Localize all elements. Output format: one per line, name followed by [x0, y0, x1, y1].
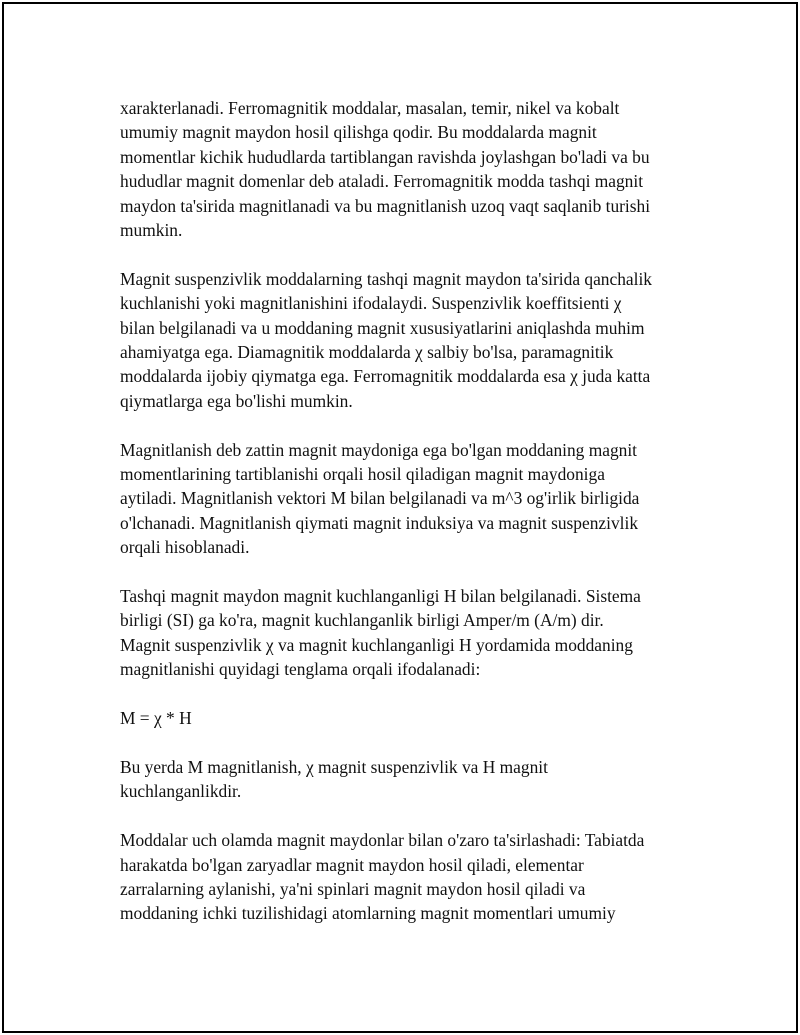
document-body — [120, 96, 700, 950]
paragraph-equation-explanation: Bu yerda M magnitlanish, χ magnit suspenzivlik va H magnit kuchlanganlikdir. — [120, 756, 548, 802]
page-frame — [2, 2, 798, 1033]
paragraph-magnetization: Magnitlanish deb zattin magnit maydoniga ega bo'lgan moddaning magnit momentlarining tartiblanishi orqali hosil qiladigan magnit maydoniga aytiladi. Magnitlanish vektori M bilan belgilanadi va m^3 og'irlik birligida o'lchanadi. Magnitlanish qiymati magnit induksiya va magnit suspenzivlik orqali hisoblanadi. — [120, 439, 640, 558]
paragraph-interaction: Moddalar uch olamda magnit maydonlar bilan o'zaro ta'sirlashadi: Tabiatda harakatda bo'lgan zaryadlar magnit maydon hosil qiladi, elementar zarralarning aylanishi, ya'ni spinlari magnit maydon hosil qiladi va moddaning ichki tuzilishidagi atomlarning magnit momentlari umumiy — [120, 830, 645, 924]
equation: M = χ * H — [120, 708, 192, 729]
paragraph-field-strength: Tashqi magnit maydon magnit kuchlanganligi H bilan belgilanadi. Sistema birligi (SI) ga ko'ra, magnit kuchlanganlik birligi Amper/m (A/m) dir. Magnit suspenzivlik χ va magnit kuchlanganligi H yordamida moddaning magnitlanishi quyidagi tenglama orqali ifodalanadi: — [120, 586, 641, 680]
paragraph-ferromagnetic: xarakterlanadi. Ferromagnitik moddalar, masalan, temir, nikel va kobalt umumiy magnit maydon hosil qilishga qodir. Bu moddalarda magnit momentlar kichik hududlarda tartiblangan ravishda joylashgan bo'ladi va bu hududlar magnit domenlar deb ataladi. Ferromagnitik modda tashqi magnit maydon ta'sirida magnitlanadi va bu magnitlanish uzoq vaqt saqlanib turishi mumkin. — [120, 98, 651, 241]
paragraph-susceptibility: Magnit suspenzivlik moddalarning tashqi magnit maydon ta'sirida qanchalik kuchlanishi yoki magnitlanishini ifodalaydi. Suspenzivlik koeffitsienti χ bilan belgilanadi va u moddaning magnit xususiyatlarini aniqlashda muhim ahamiyatga ega. Diamagnitik moddalarda χ salbiy bo'lsa, paramagnitik moddalarda ijobiy qiymatga ega. Ferromagnitik moddalarda esa χ juda katta qiymatlarga ega bo'lishi mumkin. — [120, 268, 652, 411]
